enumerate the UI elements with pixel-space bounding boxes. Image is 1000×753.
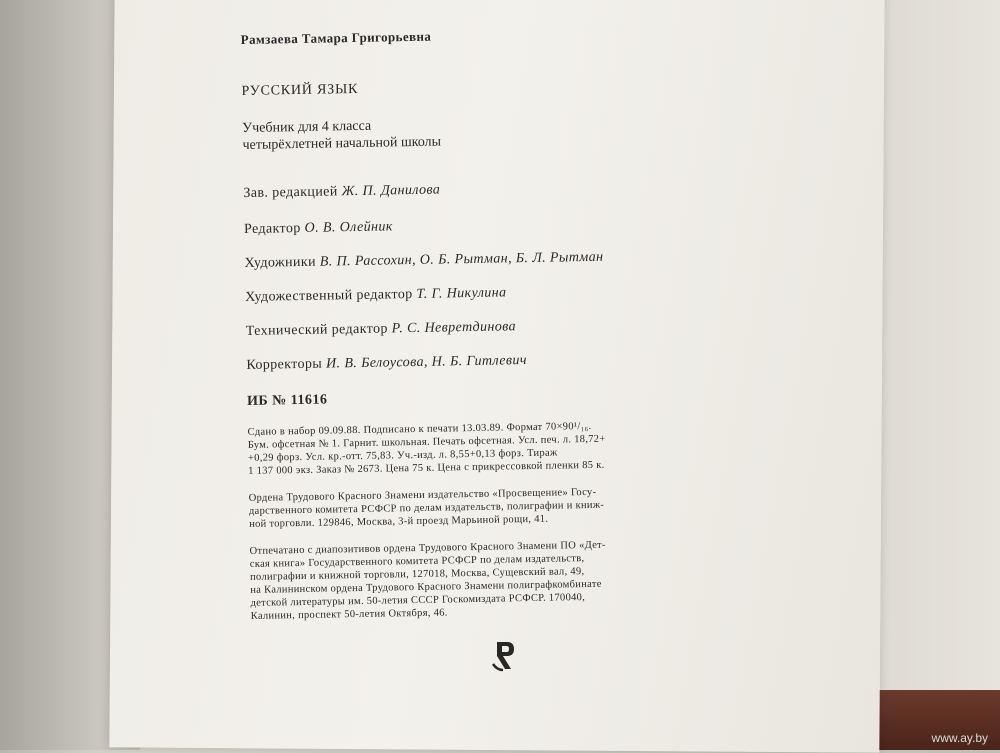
credit-role: Корректоры	[246, 356, 323, 373]
printer-line: полиграфии и книжной торговли, 127018, Москва, Сущевский вал, 49,	[249, 566, 585, 583]
credit-role: Редактор	[243, 220, 301, 237]
printer-line: Отпечатано с диапозитивов ордена Трудового Красного Знамени ПО «Дет-	[249, 539, 606, 557]
credit-name: Ж. П. Данилова	[341, 182, 441, 200]
credit-role: Художественный редактор	[245, 287, 413, 305]
credit-name: В. П. Рассохин, О. Б. Рытман, Б. Л. Рытман	[319, 249, 604, 270]
credit-name: И. В. Белоусова, Н. Б. Гитлевич	[325, 353, 528, 372]
printer-line: на Калининском ордена Трудового Красного Знамени полиграфкомбинате	[250, 578, 602, 596]
print-details-line: 1 137 000 экз. Заказ № 2673. Цена 75 к. Цена с прикрессовкой пленки 85 к.	[248, 459, 605, 477]
publisher-logo	[483, 636, 523, 676]
print-details-line: Бум. офсетная № 1. Гарнит. школьная. Печать офсетная. Усл. печ. л. 18,72+	[247, 433, 606, 451]
printer-line: ская книга» Государственного комитета РСФСР по делам издательств,	[249, 553, 585, 570]
credit-role: Художники	[244, 254, 317, 271]
subtitle-line: Учебник для 4 класса	[242, 118, 372, 136]
publisher-line: Ордена Трудового Красного Знамени издательство «Просвещение» Госу-	[248, 486, 597, 504]
author-name: Рамзаева Тамара Григорьевна	[240, 28, 432, 47]
printer-line: детской литературы им. 50-летия СССР Госкомиздата РСФСР. 170040,	[250, 592, 586, 609]
credit-role: Зав. редакцией	[243, 184, 338, 201]
ib-number: ИБ № 11616	[246, 392, 328, 409]
credit-editor-in-chief	[243, 183, 440, 202]
credit-name: О. В. Олейник	[304, 219, 393, 236]
credit-name: Т. Г. Никулина	[416, 285, 507, 302]
book-subtitle	[242, 117, 441, 154]
credit-editor	[244, 219, 393, 238]
publisher-line: дарственного комитета РСФСР по делам издательств, полиграфии и книж-	[248, 499, 605, 517]
book-title: РУССКИЙ ЯЗЫК	[241, 81, 359, 99]
print-details-line: Сдано в набор 09.09.88. Подписано к печати 13.03.89. Формат 70×90¹/₁₆.	[247, 420, 592, 438]
printer-line: Калинин, проспект 50-летия Октября, 46.	[250, 607, 448, 622]
subtitle-line: четырёхлетней начальной школы	[242, 134, 442, 153]
watermark-text: www.ay.by	[931, 731, 988, 745]
print-details-line: +0,29 форз. Усл. кр.-отт. 75,83. Уч.-изд. л. 8,55+0,13 форз. Тираж	[247, 447, 558, 464]
printer-info	[250, 535, 791, 622]
credit-name: Р. С. Невретдинова	[391, 319, 517, 337]
print-details	[247, 417, 788, 478]
credit-role: Технический редактор	[245, 321, 388, 339]
publisher-line: ной торговли. 129846, Москва, 3-й проезд Марьиной рощи, 41.	[249, 513, 549, 530]
